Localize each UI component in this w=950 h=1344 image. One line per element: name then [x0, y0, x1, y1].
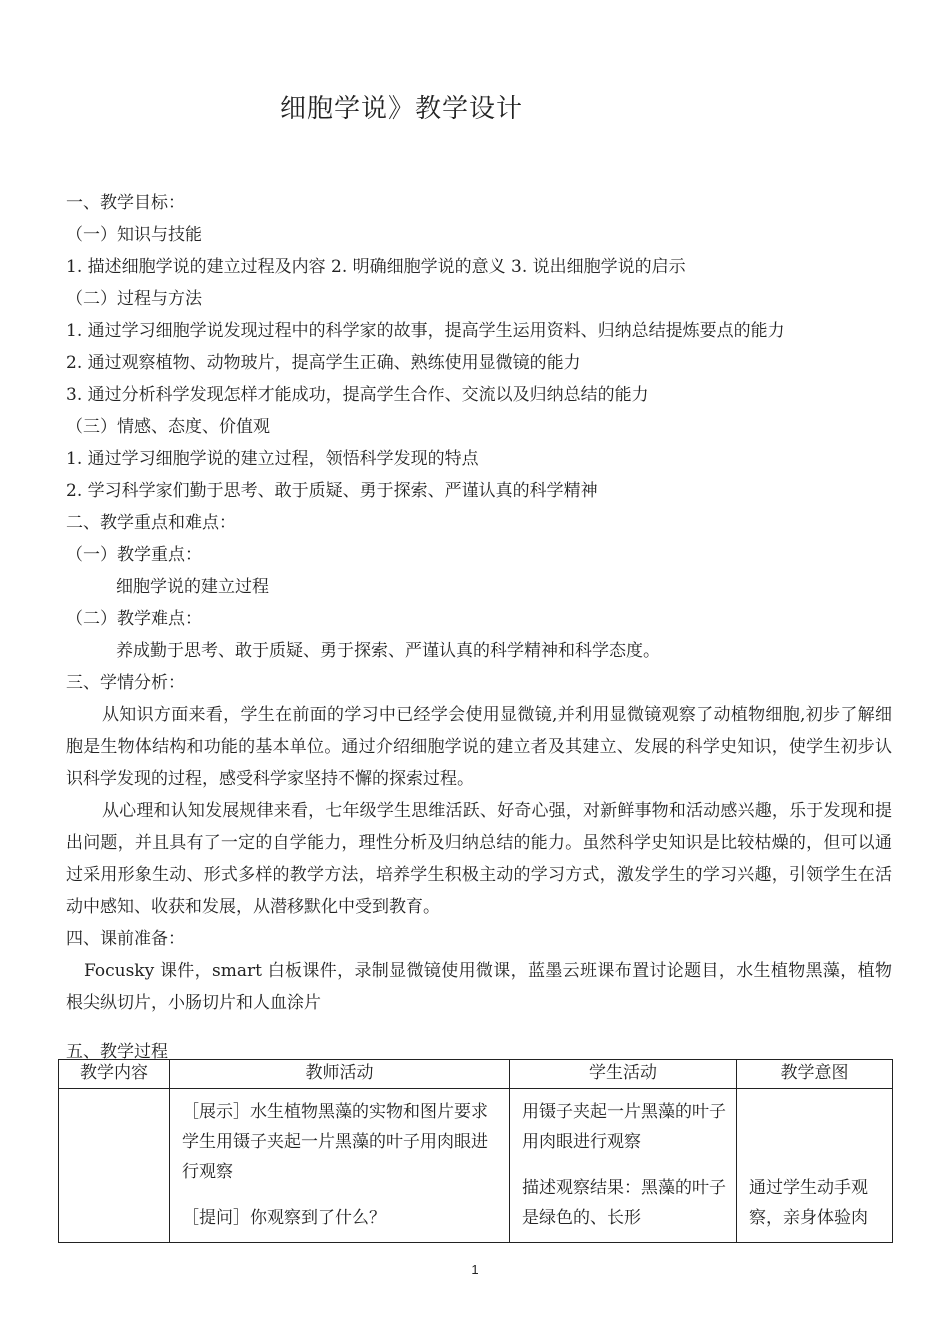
- student-activity-observe: 用镊子夹起一片黑藻的叶子用肉眼进行观察: [522, 1102, 726, 1152]
- prep-body: [66, 955, 892, 1019]
- table-cell-teacher: [170, 1089, 510, 1243]
- emotion-item: 2. 学习科学家们勤于思考、敢于质疑、勇于探索、严谨认真的科学精神: [66, 481, 598, 501]
- table-header-cell: 学生活动: [510, 1060, 737, 1089]
- procedure-table: [58, 1059, 893, 1243]
- prep-paragraph: Focusky 课件，smart 白板课件，录制显微镜使用微课，蓝墨云班课布置讨论题目，水生植物黑藻，植物根尖纵切片，小肠切片和人血涂片: [66, 961, 892, 1013]
- focus-heading: （一）教学重点：: [66, 545, 202, 565]
- table-cell-content: [59, 1089, 170, 1243]
- teacher-activity-show: ［展示］水生植物黑藻的实物和图片要求学生用镊子夹起一片黑藻的叶子用肉眼进行观察: [182, 1102, 488, 1182]
- focus-text: 细胞学说的建立过程: [116, 577, 269, 597]
- analysis-heading: 三、学情分析：: [66, 673, 185, 693]
- prep-heading: 四、课前准备：: [66, 929, 185, 949]
- procedure-heading: 五、教学过程: [66, 1042, 168, 1062]
- table-header-cell: 教师活动: [170, 1060, 510, 1089]
- process-item: 2. 通过观察植物、动物玻片，提高学生正确、熟练使用显微镜的能力: [66, 353, 581, 373]
- table-header-cell: 教学意图: [737, 1060, 893, 1089]
- teaching-intent: 通过学生动手观察，亲身体验肉: [749, 1178, 868, 1228]
- analysis-paragraph: 从知识方面来看，学生在前面的学习中已经学会使用显微镜,并利用显微镜观察了动植物细胞,初步了解细胞是生物体结构和功能的基本单位。通过介绍细胞学说的建立者及其建立、发展的科学史知识，使学生初步认识科学发现的过程，感受科学家坚持不懈的探索过程。: [66, 705, 892, 789]
- table-header-row: [59, 1060, 893, 1089]
- page-number: 1: [471, 1262, 479, 1277]
- difficulty-text: 养成勤于思考、敢于质疑、勇于探索、严谨认真的科学精神和科学态度。: [116, 641, 660, 661]
- document-title: 细胞学说》教学设计: [280, 94, 524, 124]
- knowledge-line: 1. 描述细胞学说的建立过程及内容 2. 明确细胞学说的意义 3. 说出细胞学说的启示: [66, 257, 686, 277]
- teacher-activity-question: ［提问］你观察到了什么？: [182, 1208, 386, 1228]
- goals-heading: 一、教学目标：: [66, 193, 185, 213]
- process-heading: （二）过程与方法: [66, 289, 202, 309]
- process-item: 1. 通过学习细胞学说发现过程中的科学家的故事，提高学生运用资料、归纳总结提炼要点的能力: [66, 321, 785, 341]
- table-cell-student: [510, 1089, 737, 1243]
- table-cell-intent: [737, 1089, 893, 1243]
- difficulty-heading: （二）教学难点：: [66, 609, 202, 629]
- analysis-body: [66, 699, 892, 923]
- process-item: 3. 通过分析科学发现怎样才能成功，提高学生合作、交流以及归纳总结的能力: [66, 385, 649, 405]
- table-row: [59, 1089, 893, 1243]
- student-activity-describe: 描述观察结果：黑藻的叶子是绿色的、长形: [522, 1178, 726, 1228]
- emotion-heading: （三）情感、态度、价值观: [66, 417, 270, 437]
- analysis-paragraph: 从心理和认知发展规律来看，七年级学生思维活跃、好奇心强，对新鲜事物和活动感兴趣，乐于发现和提出问题，并且具有了一定的自学能力，理性分析及归纳总结的能力。虽然科学史知识是比较枯燥的，但可以通过采用形象生动、形式多样的教学方法，培养学生积极主动的学习方式，激发学生的学习兴趣，引领学生在活动中感知、收获和发展，从潜移默化中受到教育。: [66, 801, 892, 917]
- emotion-item: 1. 通过学习细胞学说的建立过程，领悟科学发现的特点: [66, 449, 479, 469]
- table-header-cell: 教学内容: [59, 1060, 170, 1089]
- knowledge-heading: （一）知识与技能: [66, 225, 202, 245]
- keypoints-heading: 二、教学重点和难点：: [66, 513, 236, 533]
